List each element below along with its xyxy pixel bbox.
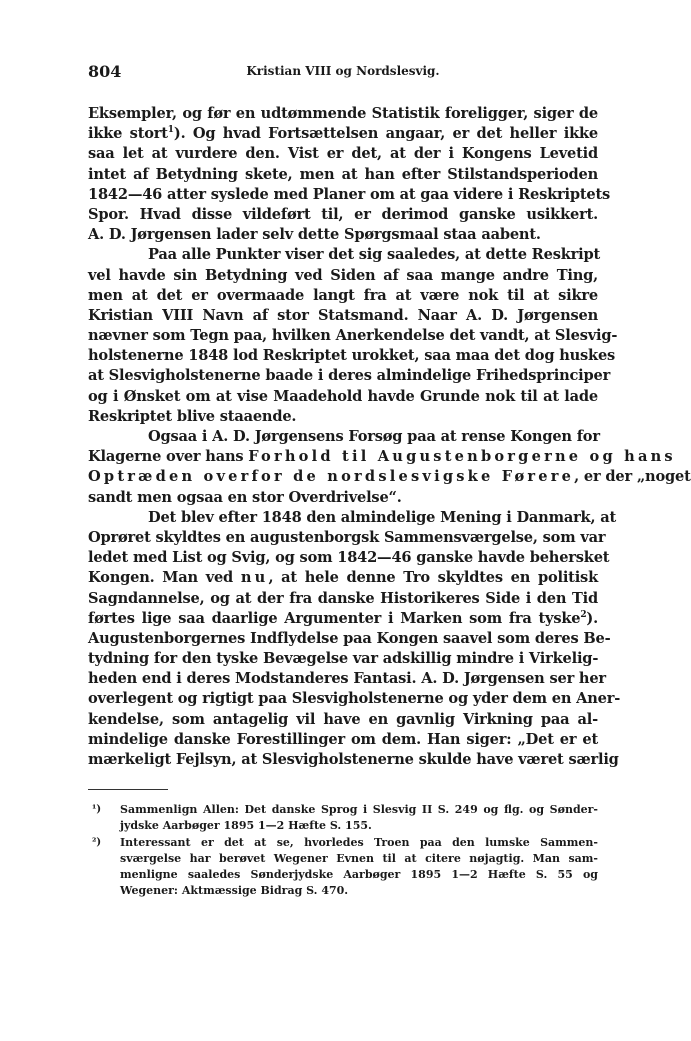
- running-head: Kristian VIII og Nordslesvig.: [246, 64, 440, 78]
- text-line: Reskriptet blive staaende.: [88, 407, 297, 425]
- book-page: [88, 62, 691, 899]
- spaced-emphasis: Optræden overfor de nordslesvigske Førere: [88, 468, 575, 486]
- text-line: Ogsaa i A. D. Jørgensens Forsøg paa at rense Kongen for: [148, 428, 600, 445]
- text-line: ikke stort$^1$). Og hvad Fortsættelsen angaar, er det heller ikke: [88, 125, 598, 143]
- footnotes: [88, 802, 598, 899]
- text-line: saa let at vurdere den. Vist er det, at der i Kongens Levetid: [88, 145, 598, 163]
- body-text: [88, 104, 691, 770]
- footnote-line: ²) Interessant er det at se, hvorledes Troen paa den lumske Sammen-: [88, 835, 598, 851]
- footnote-line: ¹) Sammenlign Allen: Det danske Sprog i Slesvig II S. 249 og flg. og Sønder-: [88, 802, 598, 818]
- text-line: kendelse, som antagelig vil have en gavnlig Virkning paa al-: [88, 710, 598, 728]
- spaced-emphasis: Forhold til Augustenborgerne og hans: [248, 448, 676, 466]
- text-line: ledet med List og Svig, og som 1842—46 ganske havde behersket: [88, 549, 610, 567]
- text-line: heden end i deres Modstanderes Fantasi. A. D. Jørgensen ser her: [88, 670, 606, 688]
- footnote-marker: ²): [92, 836, 102, 848]
- text-line: men at det er overmaade langt fra at være nok til at sikre: [88, 286, 598, 304]
- text-line: intet af Betydning skete, men at han efter Stilstandsperioden: [88, 165, 598, 183]
- text-line: Oprøret skyldtes en augustenborgsk Sammensværgelse, som var: [88, 528, 606, 546]
- footnote-line: menligne saaledes Sønderjydske Aarbøger 1895 1—2 Hæfte S. 55 og: [120, 868, 598, 881]
- text-line: og i Ønsket om at vise Maadehold havde Grunde nok til at lade: [88, 387, 598, 405]
- footnote-line: sværgelse har berøvet Wegener Evnen til at citere nøjagtig. Man sam-: [120, 851, 598, 865]
- text-line: sandt men ogsaa en stor Overdrivelse“.: [88, 488, 402, 506]
- text-line: nævner som Tegn paa, hvilken Anerkendelse det vandt, at Slesvig-: [88, 327, 618, 345]
- page-number: 804: [88, 62, 122, 81]
- text-line: Kristian VIII Navn af stor Statsmand. Naar A. D. Jørgensen: [88, 306, 598, 324]
- text-line: mindelige danske Forestillinger om dem. Han siger: „Det er et: [88, 730, 598, 748]
- text-line: førtes lige saa daarlige Argumenter i Marken som fra tyske$^2$).: [88, 609, 598, 627]
- text-line: Eksempler, og før en udtømmende Statistik foreligger, siger de: [88, 105, 598, 122]
- text-line: A. D. Jørgensen lader selv dette Spørgsmaal staa aabent.: [88, 226, 541, 244]
- text-line: 1842—46 atter syslede med Planer om at gaa videre i Reskriptets: [88, 185, 611, 203]
- text-line: overlegent og rigtigt paa Slesvigholstenerne og yder dem en Aner-: [88, 690, 621, 708]
- text-line: holstenerne 1848 lod Reskriptet urokket, saa maa det dog huskes: [88, 347, 616, 365]
- text-line: Sagndannelse, og at der fra danske Historikeres Side i den Tid: [88, 589, 598, 607]
- text-line: Klagerne over hans Forhold til Augustenborgerne og hans: [88, 448, 676, 466]
- text-line: mærkeligt Fejlsyn, at Slesvigholstenerne skulde have været særlig: [88, 751, 619, 768]
- text-line: Det blev efter 1848 den almindelige Mening i Danmark, at: [148, 508, 617, 526]
- footnote-line: Wegener: Aktmæssige Bidrag S. 470.: [120, 884, 349, 898]
- footnote-line: jydske Aarbøger 1895 1—2 Hæfte S. 155.: [120, 819, 372, 833]
- text-line: Paa alle Punkter viser det sig saaledes, at dette Reskript: [148, 246, 600, 264]
- text-line: Augustenborgernes Indflydelse paa Kongen saavel som deres Be-: [88, 629, 611, 647]
- text-line: Optræden overfor de nordslesvigske Førere, er der „noget: [88, 468, 691, 486]
- text-line: vel havde sin Betydning ved Siden af saa mange andre Ting,: [88, 266, 598, 284]
- page-header: [88, 62, 598, 84]
- text-line: at Slesvigholstenerne baade i deres almindelige Frihedsprinciper: [88, 367, 611, 385]
- text-line: tydning for den tyske Bevægelse var adskillig mindre i Virkelig-: [88, 650, 599, 668]
- text-line: Spor. Hvad disse vildeført til, er derimod ganske usikkert.: [88, 205, 598, 223]
- footnote-marker: ¹): [92, 804, 102, 816]
- footnote-rule: [88, 789, 168, 790]
- text-line: Kongen. Man ved nu, at hele denne Tro skyldtes en politisk: [88, 569, 598, 587]
- spaced-emphasis: nu: [240, 569, 269, 587]
